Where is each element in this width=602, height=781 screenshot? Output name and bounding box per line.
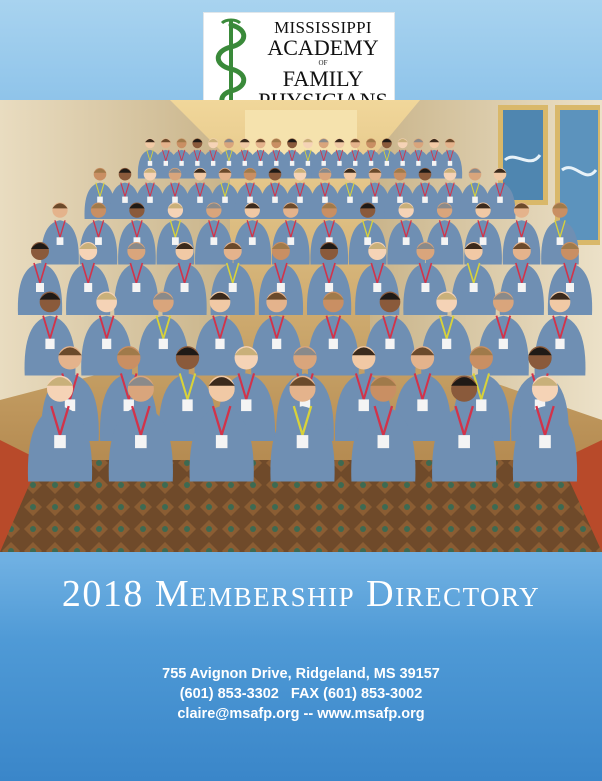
- logo-line-family: FAMILY: [282, 66, 364, 91]
- logo-line-academy: ACADEMY: [267, 35, 379, 60]
- contact-separator: --: [303, 706, 314, 722]
- group-photo: [0, 100, 602, 552]
- address-line: 755 Avignon Drive, Ridgeland, MS 39157: [162, 666, 440, 682]
- group-photo-illustration: [0, 100, 602, 552]
- logo-line-mississippi: MISSISSIPPI: [274, 18, 372, 37]
- fax-number: FAX (601) 853-3002: [290, 686, 423, 702]
- email-web-line: [0, 704, 602, 724]
- logo-line-of: OF: [318, 59, 328, 67]
- directory-title: 2018 Membership Directory: [61, 573, 541, 615]
- phone-fax-line: [0, 684, 602, 704]
- email-link[interactable]: claire@msafp.org: [177, 706, 300, 722]
- logo-wordmark: [254, 19, 392, 112]
- contact-info: [0, 664, 602, 724]
- website-link[interactable]: www.msafp.org: [317, 706, 425, 722]
- phone-number: (601) 853-3302: [179, 686, 279, 702]
